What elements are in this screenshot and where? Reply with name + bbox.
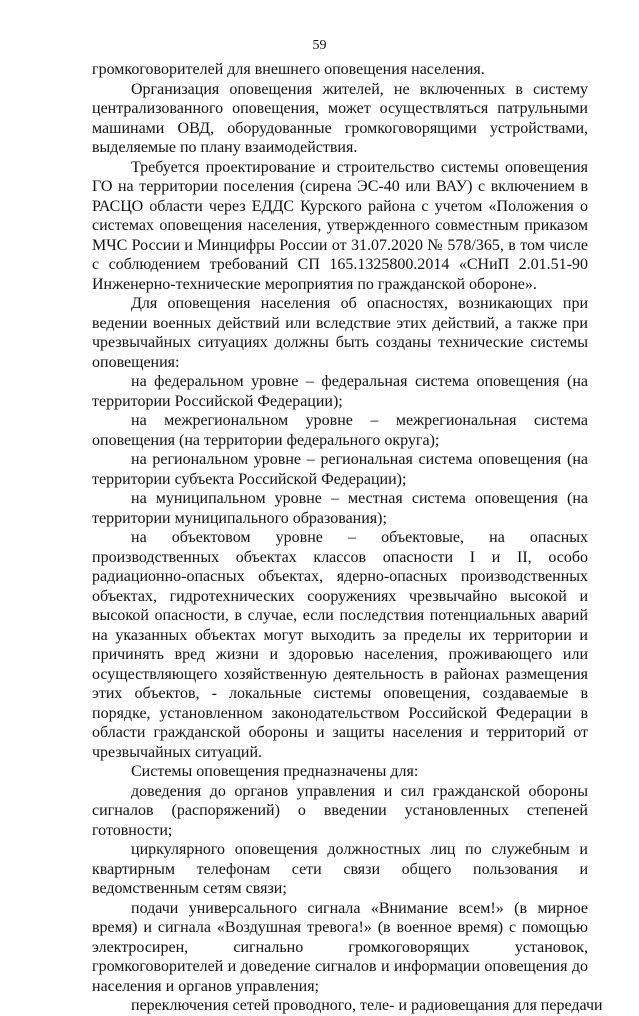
paragraph: на региональном уровне – региональная система оповещения (на территории субъекта Российской Федерации); (92, 451, 588, 488)
paragraph: доведения до органов управления и сил гражданской обороны сигналов (распоряжений) о введении установленных степеней готовности; (92, 782, 588, 839)
paragraph: на межрегиональном уровне – межрегиональная система оповещения (на территории федерального округа); (92, 412, 588, 449)
page-body (92, 60, 603, 1016)
paragraph: переключения сетей проводного, теле- и радиовещания для передачи (131, 997, 603, 1014)
paragraph: на федеральном уровне – федеральная система оповещения (на территории Российской Федерации); (92, 373, 588, 410)
paragraph: циркулярного оповещения должностных лиц по служебным и квартирным телефонам сети связи общего пользования и ведомственным сетям связи; (92, 841, 588, 897)
paragraph: Для оповещения населения об опасностях, возникающих при ведении военных действий или вследствие этих действий, а также при чрезвычайных ситуациях должны быть созданы технические системы оповещения: (92, 295, 588, 371)
paragraph: Организация оповещения жителей, не включенных в систему централизованного оповещения, может осуществляться патрульными машинами ОВД, оборудованные громкоговорящими устройствами, выделяемые по плану взаимодействия. (92, 80, 588, 156)
paragraph: Системы оповещения предназначены для: (131, 763, 419, 780)
paragraph: громкоговорителей для внешнего оповещения населения. (92, 61, 485, 78)
paragraph: на объектовом уровне – объектовые, на опасных производственных объектах классов опасности I и II, особо радиационно-опасных объектах, ядерно-опасных производственных объектах, гидротехнических сооружениях чрезвычайно высокой и высокой опасности, в случае, если последствия потенциальных аварий на указанных объектах могут выходить за пределы их территории и причинять вред жизни и здоровью населения, проживающего или осуществляющего хозяйственную деятельность в районах размещения этих объектов, - локальные системы оповещения, создаваемые в порядке, установленном законодательством Российской Федерации в области гражданской обороны и защиты населения и территорий от чрезвычайных ситуаций. (92, 529, 588, 761)
paragraph: на муниципальном уровне – местная система оповещения (на территории муниципального образования); (92, 490, 588, 527)
paragraph: подачи универсального сигнала «Внимание всем!» (в мирное время) и сигнала «Воздушная тревога!» (в военное время) с помощью электросирен, сигнально громкоговорящих установок, громкоговорителей и доведение сигналов и информации оповещения до населения и органов управления; (92, 899, 588, 995)
page-number: 59 (312, 38, 327, 53)
paragraph: Требуется проектирование и строительство системы оповещения ГО на территории поселения (сирена ЭС-40 или ВАУ) с включением в РАСЦО области через ЕДДС Курского района с учетом «Положения о системах оповещения населения, утвержденного совместным приказом МЧС России и Минцифры России от 31.07.2020 № 578/365, в том числе с соблюдением требований СП 165.1325800.2014 «СНиП 2.01.51-90 Инженерно-технические мероприятия по гражданской обороне». (92, 158, 588, 293)
